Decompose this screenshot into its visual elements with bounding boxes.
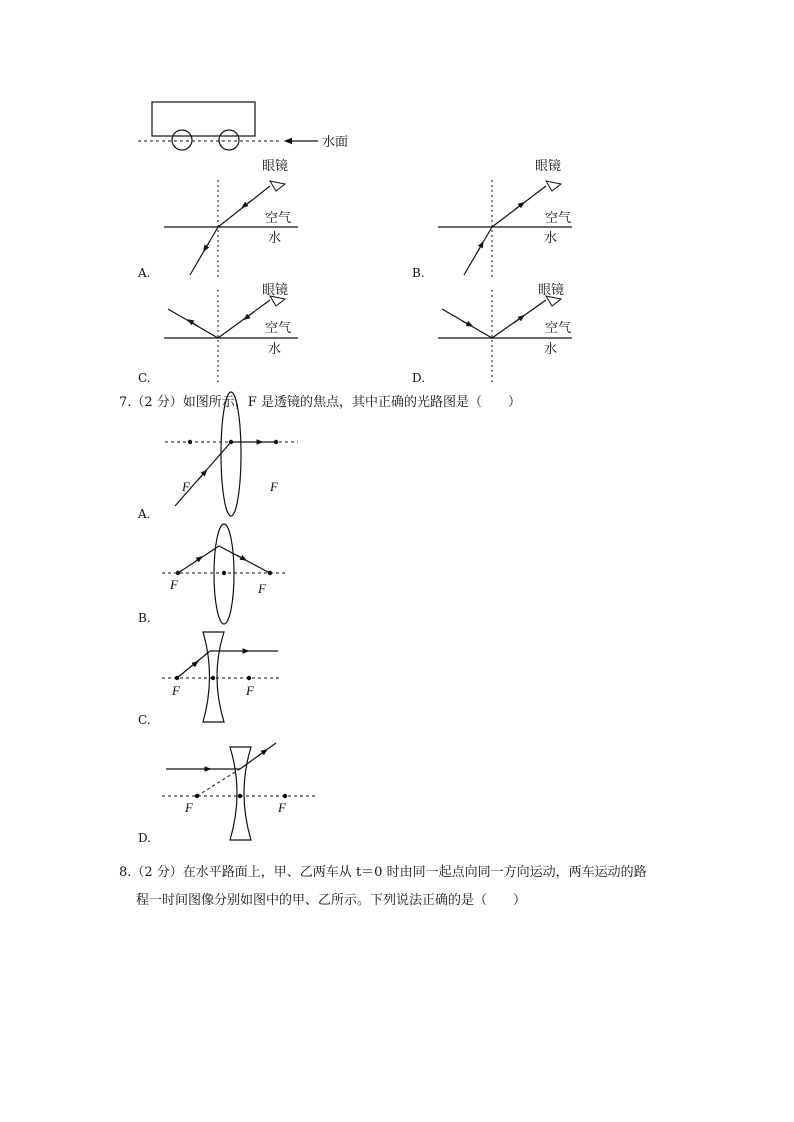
water-label: 水	[268, 231, 282, 246]
air-label: 空气	[265, 211, 292, 226]
eye-icon	[270, 181, 285, 191]
focus-dot-right	[247, 676, 251, 680]
ray-left	[168, 309, 218, 338]
eye-label: 眼镜	[262, 283, 289, 298]
optical-center-dot	[211, 676, 215, 680]
optical-center-dot	[238, 794, 242, 798]
extension-line	[197, 769, 240, 796]
focus-label-left: F	[170, 577, 178, 592]
question-8-line-2: 程一时间图像分别如图中的甲、乙所示。下列说法正确的是（ ）	[136, 893, 527, 908]
ray-right	[218, 300, 270, 338]
arrow-water	[477, 244, 482, 253]
ray-water	[190, 227, 218, 275]
optical-center-dot	[222, 571, 226, 575]
option-letter: B.	[412, 266, 425, 280]
eye-label: 眼镜	[535, 159, 562, 174]
lens-b-figure	[138, 524, 288, 625]
emergent-ray	[219, 546, 270, 573]
focus-label-left: F	[182, 479, 190, 494]
focus-dot-right	[283, 794, 287, 798]
concave-lens	[230, 747, 251, 840]
arrow-water	[205, 241, 210, 249]
emergent-arrow	[258, 751, 265, 756]
incident-arrow	[193, 558, 200, 563]
air-label: 空气	[545, 321, 572, 336]
option-letter: A.	[138, 266, 151, 280]
question-7: 7.（2 分）如图所示，F 是透镜的焦点，其中正确的光路图是（ ）	[119, 395, 521, 410]
option-b-figure	[412, 158, 572, 280]
focus-label-left: F	[172, 683, 180, 698]
option-letter: C.	[138, 713, 151, 727]
water-label: 水	[544, 231, 558, 246]
focus-label-right: F	[270, 479, 278, 494]
option-letter: D.	[412, 371, 426, 385]
lens-c-figure	[138, 632, 282, 727]
water-label: 水	[544, 342, 558, 357]
option-a-figure	[137, 158, 298, 280]
car-body	[152, 102, 255, 136]
option-c-figure	[138, 282, 298, 385]
focus-label-right: F	[258, 581, 266, 596]
option-d-figure	[412, 282, 572, 385]
eye-label: 眼镜	[262, 159, 289, 174]
focus-label-right: F	[246, 683, 254, 698]
focus-label-left: F	[185, 800, 193, 815]
water-label: 水	[268, 342, 282, 357]
emergent-arrow	[237, 555, 244, 559]
arrow-right	[246, 312, 254, 318]
incident-arrow	[198, 472, 205, 480]
eye-icon	[546, 181, 561, 191]
focus-dot-left	[188, 440, 192, 444]
ray-air	[218, 186, 270, 227]
focus-label-right: F	[278, 800, 286, 815]
arrow-air	[514, 204, 522, 210]
arrow-air	[244, 200, 252, 206]
option-letter: B.	[138, 611, 151, 625]
option-letter: C.	[138, 371, 151, 385]
eye-label: 眼镜	[538, 283, 565, 298]
question-8-line-1: 8.（2 分）在水平路面上，甲、乙两车从 t＝0 时由同一起点向同一方向运动，两车运动的路	[119, 865, 647, 880]
air-label: 空气	[265, 321, 292, 336]
air-label: 空气	[545, 211, 572, 226]
car-wheel-left	[172, 130, 192, 150]
arrow-right	[514, 317, 522, 323]
lens-d-figure	[138, 743, 318, 845]
car-figure	[138, 102, 348, 150]
water-surface-label: 水面	[322, 135, 349, 150]
option-letter: D.	[138, 831, 152, 845]
car-wheel-right	[219, 130, 239, 150]
arrow-left	[462, 321, 470, 325]
incident-arrow	[188, 663, 196, 669]
option-letter: A.	[138, 507, 151, 521]
arrow-left	[190, 321, 198, 326]
